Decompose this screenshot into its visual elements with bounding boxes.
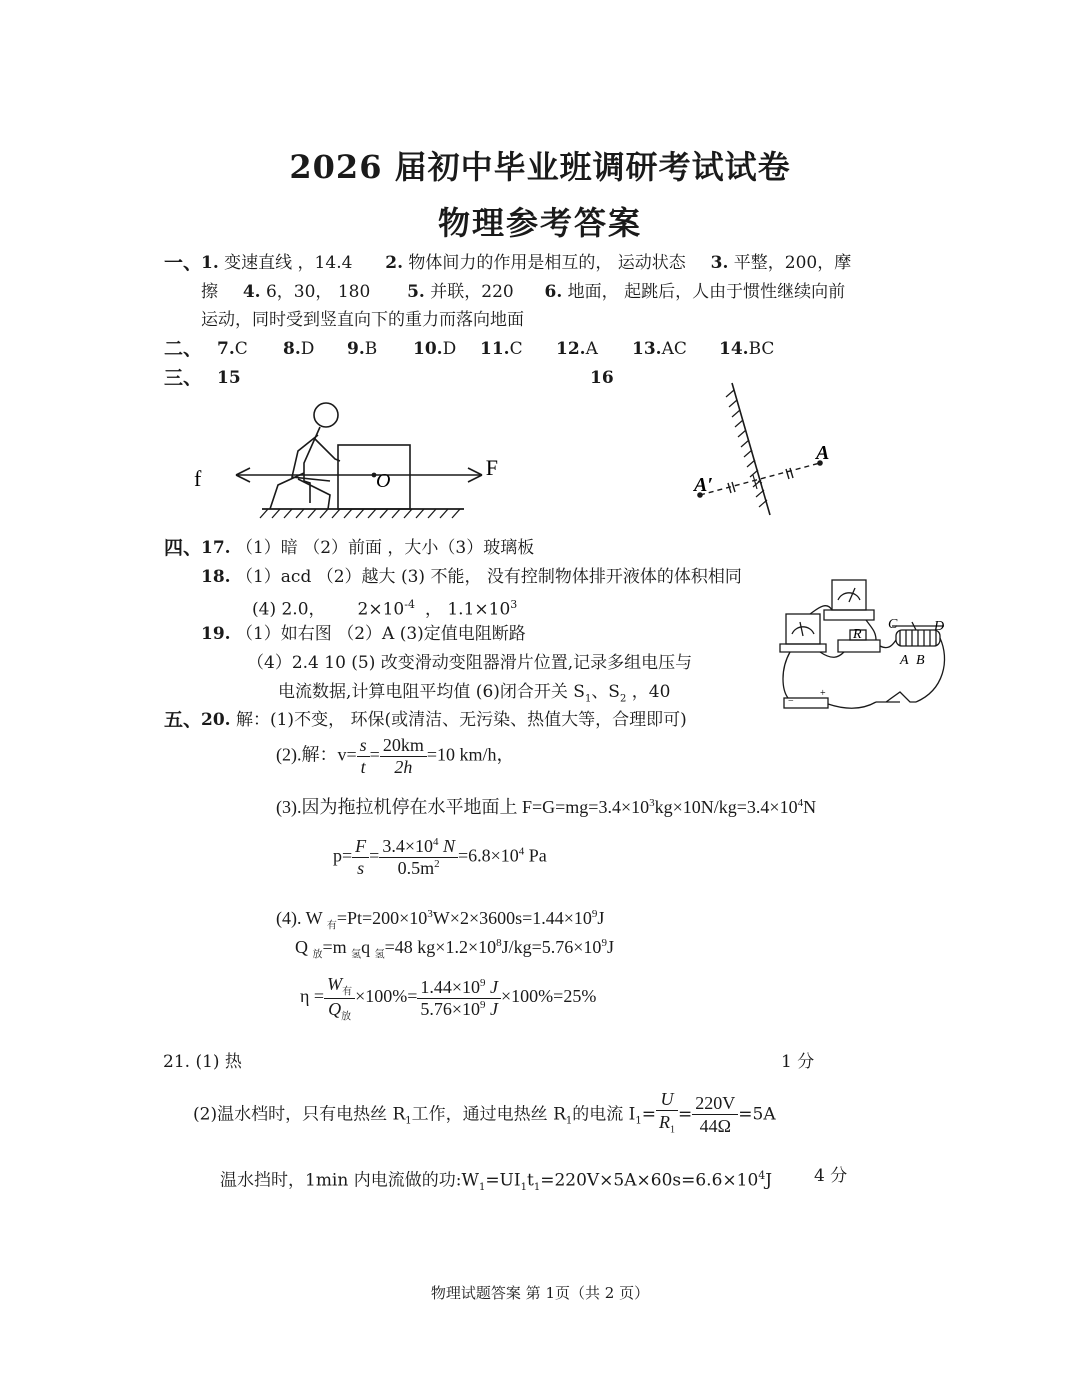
section-2-label: 二、 <box>164 338 203 360</box>
mc-item: 7.C <box>217 339 248 359</box>
mc-item: 8.D <box>283 339 315 359</box>
point-a-prime-label: A′ <box>694 474 713 496</box>
q19-line3: 电流数据,计算电阻平均值 (6)闭合开关 $S_1$、$S_2$ ，40 <box>278 682 671 705</box>
q2-answer: 物体间力的作用是相互的， 运动状态 <box>408 253 686 273</box>
rheostat-a-label: A <box>900 653 909 668</box>
voltmeter-top-base <box>824 610 874 620</box>
wire-3 <box>866 620 876 640</box>
q5-number: 5. <box>407 282 425 302</box>
wire-6 <box>828 702 876 708</box>
q20-velocity-formula: (2).解：v= $\frac{s}{t}$ = $\frac{20km}{2h}$ =10 km/h， <box>276 735 515 777</box>
wire-1 <box>783 652 790 698</box>
section-5-label: 五、 <box>164 709 203 731</box>
point-a-label: A <box>816 442 830 464</box>
ground-hatching <box>260 509 460 518</box>
wire-4 <box>880 640 896 648</box>
q20-line1: 20. 解：(1)不变， 环保(或清洁、无污染、热值大等，合理即可) <box>201 710 687 730</box>
mc-item: 11.C <box>480 339 523 359</box>
q6-answer-cont: 运动，同时受到竖直向下的重力而落向地面 <box>201 310 524 330</box>
q6-answer: 地面， 起跳后，人由于惯性继续向前 <box>567 282 846 302</box>
q3-number: 3. <box>710 253 729 273</box>
mc-item: 9.B <box>347 339 378 359</box>
q20-pressure-formula: p= $\frac{F}{s}$ = $\frac{3.4\times 10^4 N}{0.5m^2}$ $=6.8\times 10^4$ Pa <box>333 836 547 878</box>
q19-line2: （4）2.4 10 (5) 改变滑动变阻器滑片位置,记录多组电压与 <box>247 653 693 673</box>
voltmeter-top-dial <box>838 593 860 600</box>
q16-label: 16 <box>590 368 614 388</box>
page-subtitle: 物理参考答案 <box>437 204 642 242</box>
voltmeter-top <box>832 580 866 610</box>
section-3-label: 三、 <box>164 367 203 389</box>
sec1-line1 <box>201 252 851 274</box>
page-title: 2026 届初中毕业班调研考试试卷 <box>289 148 791 186</box>
battery-plus: + <box>820 688 826 699</box>
equal-mark-left <box>728 482 735 493</box>
q20-work-calc: (4). W $_有=Pt=200\times 10^3W\times 2\times 3600s=1.44\times 10^9J$ <box>276 908 605 932</box>
ammeter-left <box>786 614 820 644</box>
q4-answer: 6，30， 180 <box>265 282 371 302</box>
mirror-hatching <box>726 390 767 507</box>
mc-item: 10.D <box>413 339 457 359</box>
force-diagram-15 <box>180 395 500 525</box>
force-label: F <box>485 455 498 480</box>
mc-item: 14.BC <box>719 339 775 359</box>
q18-line2: (4) 2.0， $2\times 10^{-4}$ ， $1.1\times 10^3$ <box>252 598 518 620</box>
q1-answer: 变速直线 ，14.4 <box>224 253 353 273</box>
person-head <box>314 403 338 427</box>
battery-minus: − <box>788 696 794 707</box>
q18-line1: 18. （1）acd （2）越大 (3) 不能， 没有控制物体排开液体的体积相同 <box>201 567 742 587</box>
person-body <box>304 427 320 503</box>
right-angle-mark <box>753 475 762 489</box>
rheostat-c-label: C <box>888 617 898 632</box>
rheostat-d-label: D <box>934 619 945 634</box>
q21-score-2: 4 分 <box>814 1166 848 1186</box>
q3-answer-cont: 擦 <box>201 282 218 302</box>
rheostat-b-label: B <box>916 653 925 668</box>
wire-5 <box>916 638 945 702</box>
page-footer: 物理试题答案 第 1页（共 2 页） <box>430 1284 650 1302</box>
equal-mark-right <box>786 468 793 479</box>
q20-heat-calc: Q $_放$=m $_氢$q $_氢$=48 $kg\times 1.2\times 10^8J/kg=5.76\times 10^9J$ <box>295 937 614 961</box>
q5-answer: 并联，220 <box>430 282 514 302</box>
ammeter-left-base <box>780 644 826 652</box>
section-1-label: 一、 <box>164 252 203 274</box>
q21-score-1: 1 分 <box>781 1052 815 1072</box>
friction-label: f <box>194 466 202 491</box>
q1-number: 1. <box>201 253 219 273</box>
person-arms <box>292 435 340 481</box>
center-label: O <box>376 470 391 492</box>
q21-line2: (2)温水档时，只有电热丝 $R_1$工作，通过电热丝 $R_1$的电流 $I_1=$ $\frac{U}{R_1}$ = $\frac{220V}{44\Omega}$ =5A <box>193 1089 776 1137</box>
section-4-label: 四、 <box>164 537 203 559</box>
q20-force-calc: (3).因为拖拉机停在水平地面上 $F=G=mg=3.4\times 10^3kg\times 10N/kg=3.4\times 10^4N$ <box>276 797 817 817</box>
mc-item: 12.A <box>556 339 598 359</box>
q2-number: 2. <box>385 253 403 273</box>
q20-efficiency-formula: η = $\frac{W_有}{Q_放}$ ×100%= $\frac{1.44\times 10^9 J}{5.76\times 10^9 J}$ ×100%=25% <box>300 974 597 1023</box>
q6-number: 6. <box>544 282 563 302</box>
mirror-line <box>732 383 770 515</box>
q3-answer: 平整，200，摩 <box>733 253 852 273</box>
mirror-diagram-16 <box>680 375 840 525</box>
switch <box>876 692 916 702</box>
q19-line1: 19. （1）如右图 （2）A (3)定值电阻断路 <box>201 624 526 644</box>
sec1-line2 <box>201 281 845 303</box>
resistor-label: R <box>853 627 862 642</box>
q21-line1: 21. (1) 热 <box>163 1052 242 1072</box>
q21-line3: 温水挡时，1min 内电流做的功$:W_1=UI_1t_1=220V\times 5A\times 60s=6.6\times 10^4J$ <box>220 1169 773 1194</box>
wire-2 <box>820 652 844 657</box>
mc-item: 13.AC <box>632 339 687 359</box>
q17: 17. （1）暗 （2）前面 ，大小（3）玻璃板 <box>201 538 535 558</box>
circuit-diagram-19 <box>776 570 952 720</box>
q4-number: 4. <box>242 282 261 302</box>
q15-label: 15 <box>217 368 241 388</box>
